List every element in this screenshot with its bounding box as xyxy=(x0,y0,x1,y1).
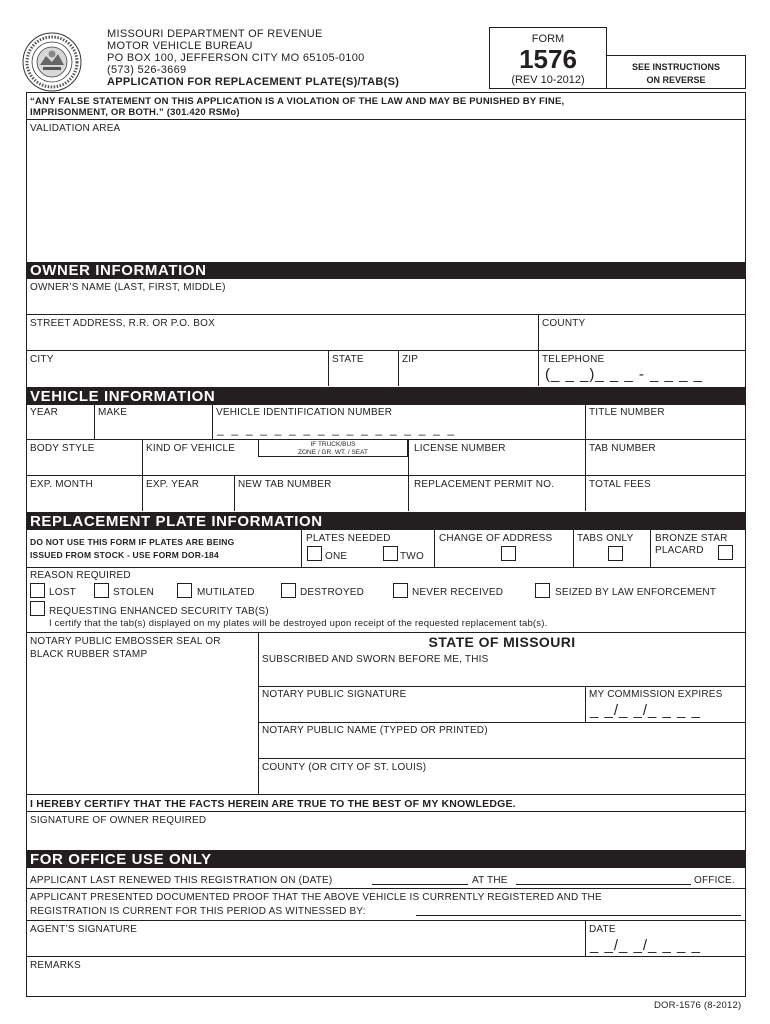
form-revision: (REV 10-2012) xyxy=(511,74,585,86)
documented-proof-line-1: APPLICANT PRESENTED DOCUMENTED PROOF THAT THE ABOVE VEHICLE IS CURRENTLY REGISTERED AND THE xyxy=(30,892,602,903)
lost-label: LOST xyxy=(49,587,76,598)
state-label: STATE xyxy=(332,354,364,365)
subscribed-date-field[interactable] xyxy=(259,666,745,686)
county-field[interactable] xyxy=(539,330,745,350)
city-field[interactable] xyxy=(27,366,327,386)
kind-of-vehicle-label: KIND OF VEHICLE xyxy=(146,443,236,454)
notary-stamp-label: BLACK RUBBER STAMP xyxy=(30,649,148,660)
destroyed-checkbox[interactable] xyxy=(281,583,296,598)
commission-expires-label: MY COMMISSION EXPIRES xyxy=(589,689,723,700)
county-label: COUNTY xyxy=(542,318,586,329)
never-received-label: NEVER RECEIVED xyxy=(412,587,504,598)
agent-signature-field[interactable] xyxy=(27,936,584,956)
mutilated-label: MUTILATED xyxy=(197,587,255,598)
zone-weight-seat-label: ZONE / GR. WT. / SEAT xyxy=(298,449,368,456)
vin-label: VEHICLE IDENTIFICATION NUMBER xyxy=(216,407,393,418)
agent-signature-label: AGENT’S SIGNATURE xyxy=(30,924,138,935)
state-field[interactable] xyxy=(329,366,397,386)
truck-bus-box xyxy=(258,439,408,457)
exp-month-field[interactable] xyxy=(27,491,141,511)
agency-address: PO BOX 100, JEFFERSON CITY MO 65105-0100 xyxy=(107,52,365,64)
notary-county-field[interactable] xyxy=(259,774,745,794)
certification-statement: I HEREBY CERTIFY THAT THE FACTS HEREIN ARE TRUE TO THE BEST OF MY KNOWLEDGE. xyxy=(30,798,516,810)
owner-information-heading: OWNER INFORMATION xyxy=(26,262,746,279)
instructions-line-2: ON REVERSE xyxy=(646,75,706,85)
owner-name-field[interactable] xyxy=(27,294,745,314)
notary-signature-field[interactable] xyxy=(259,701,584,722)
security-tabs-label: REQUESTING ENHANCED SECURITY TAB(S) xyxy=(49,606,269,617)
vehicle-information-heading: VEHICLE INFORMATION xyxy=(26,387,746,405)
street-address-field[interactable] xyxy=(27,330,537,350)
street-address-label: STREET ADDRESS, R.R. OR P.O. BOX xyxy=(30,318,215,329)
agency-name: MISSOURI DEPARTMENT OF REVENUE xyxy=(107,28,323,40)
placard-label: PLACARD xyxy=(655,545,704,556)
at-the-label: AT THE xyxy=(472,875,508,886)
zip-field[interactable] xyxy=(399,366,537,386)
kind-of-vehicle-field[interactable] xyxy=(143,455,257,475)
title-number-field[interactable] xyxy=(586,419,745,439)
renewal-office-field[interactable] xyxy=(516,884,691,885)
telephone-label: TELEPHONE xyxy=(542,354,605,365)
tabs-only-label: TABS ONLY xyxy=(577,533,634,544)
bureau-name: MOTOR VEHICLE BUREAU xyxy=(107,40,253,52)
plates-two-checkbox[interactable] xyxy=(383,546,398,561)
change-of-address-checkbox[interactable] xyxy=(501,546,516,561)
last-renewed-label: APPLICANT LAST RENEWED THIS REGISTRATION ON (DATE) xyxy=(30,875,333,886)
instructions-line-1: SEE INSTRUCTIONS xyxy=(631,62,720,72)
tab-number-label: TAB NUMBER xyxy=(589,443,656,454)
year-field[interactable] xyxy=(27,419,93,439)
city-label: CITY xyxy=(30,354,54,365)
total-fees-label: TOTAL FEES xyxy=(589,479,651,490)
seized-label: SEIZED BY LAW ENFORCEMENT xyxy=(555,587,717,598)
change-of-address-label: CHANGE OF ADDRESS xyxy=(439,533,553,544)
plates-two-label: TWO xyxy=(400,551,424,562)
truck-bus-label: IF TRUCK/BUS xyxy=(310,441,356,448)
documented-proof-line-2: REGISTRATION IS CURRENT FOR THIS PERIOD AS WITNESSED BY: xyxy=(30,906,366,917)
lost-checkbox[interactable] xyxy=(30,583,45,598)
office-label: OFFICE. xyxy=(694,875,735,886)
plates-needed-label: PLATES NEEDED xyxy=(306,533,391,544)
form-number-box xyxy=(489,27,607,89)
body-style-field[interactable] xyxy=(27,455,141,475)
missouri-state-seal-icon xyxy=(22,32,82,92)
notary-seal-label: NOTARY PUBLIC EMBOSSER SEAL OR xyxy=(30,636,221,647)
stolen-checkbox[interactable] xyxy=(94,583,109,598)
reason-required-label: REASON REQUIRED xyxy=(30,570,131,581)
stolen-label: STOLEN xyxy=(113,587,155,598)
stock-notice-line-1: DO NOT USE THIS FORM IF PLATES ARE BEING xyxy=(30,537,235,547)
bronze-star-label: BRONZE STAR xyxy=(655,533,728,544)
total-fees-field[interactable] xyxy=(586,491,745,511)
form-footer-id: DOR-1576 (8-2012) xyxy=(654,1000,742,1011)
form-label: FORM xyxy=(531,33,565,45)
bronze-star-placard-checkbox[interactable] xyxy=(718,545,733,560)
replacement-permit-field[interactable] xyxy=(409,491,584,511)
never-received-checkbox[interactable] xyxy=(393,583,408,598)
destroyed-label: DESTROYED xyxy=(300,587,365,598)
remarks-label: REMARKS xyxy=(30,960,81,971)
replacement-plate-heading: REPLACEMENT PLATE INFORMATION xyxy=(26,512,746,530)
office-use-heading: FOR OFFICE USE ONLY xyxy=(26,850,746,868)
vin-field[interactable]: _ _ _ _ _ _ _ _ _ _ _ _ _ _ _ _ _ xyxy=(217,422,457,436)
new-tab-number-field[interactable] xyxy=(235,491,407,511)
make-label: MAKE xyxy=(98,407,128,418)
replacement-permit-label: REPLACEMENT PERMIT NO. xyxy=(414,479,555,490)
remarks-field[interactable] xyxy=(27,972,745,996)
commission-expires-field[interactable]: _ _/_ _/_ _ _ _ xyxy=(590,702,701,719)
owner-signature-label: SIGNATURE OF OWNER REQUIRED xyxy=(30,815,207,826)
notary-signature-label: NOTARY PUBLIC SIGNATURE xyxy=(262,689,407,700)
mutilated-checkbox[interactable] xyxy=(177,583,192,598)
destroy-tabs-certification: I certify that the tab(s) displayed on my plates will be destroyed upon receipt of the requested replacement tab(s). xyxy=(49,618,548,629)
license-number-label: LICENSE NUMBER xyxy=(414,443,506,454)
notary-name-label: NOTARY PUBLIC NAME (TYPED OR PRINTED) xyxy=(262,725,488,736)
agent-date-label: DATE xyxy=(589,924,616,935)
new-tab-number-label: NEW TAB NUMBER xyxy=(238,479,332,490)
false-statement-warning: “ANY FALSE STATEMENT ON THIS APPLICATION IS A VIOLATION OF THE LAW AND MAY BE PUNISHED BY FINE, xyxy=(30,96,565,107)
plates-one-checkbox[interactable] xyxy=(307,546,322,561)
zip-label: ZIP xyxy=(402,354,419,365)
form-title: APPLICATION FOR REPLACEMENT PLATE(S)/TAB(S) xyxy=(107,76,400,88)
exp-month-label: EXP. MONTH xyxy=(30,479,93,490)
notary-name-field[interactable] xyxy=(259,737,745,758)
exp-year-field[interactable] xyxy=(143,491,233,511)
notary-county-label: COUNTY (OR CITY OF ST. LOUIS) xyxy=(262,762,427,773)
witnessed-by-field[interactable] xyxy=(416,915,741,916)
plates-one-label: ONE xyxy=(325,551,348,562)
telephone-field[interactable]: (_ _ _)_ _ _ - _ _ _ _ xyxy=(545,366,703,383)
security-tabs-checkbox[interactable] xyxy=(30,601,45,616)
stock-notice-line-2: ISSUED FROM STOCK - USE FORM DOR-184 xyxy=(30,550,219,560)
tab-number-field[interactable] xyxy=(586,455,745,475)
year-label: YEAR xyxy=(30,407,59,418)
form-number: 1576 xyxy=(519,44,577,74)
subscribed-sworn-label: SUBSCRIBED AND SWORN BEFORE ME, THIS xyxy=(262,654,489,665)
license-number-field[interactable] xyxy=(409,455,584,475)
seized-checkbox[interactable] xyxy=(535,583,550,598)
false-statement-warning-2: IMPRISONMENT, OR BOTH.” (301.420 RSMo) xyxy=(30,107,240,118)
agency-phone: (573) 526-3669 xyxy=(107,64,187,76)
instructions-box xyxy=(607,55,746,89)
agent-date-field[interactable]: _ _/_ _/_ _ _ _ xyxy=(590,937,701,954)
owner-name-label: OWNER’S NAME (LAST, FIRST, MIDDLE) xyxy=(30,282,226,293)
owner-signature-field[interactable] xyxy=(27,827,745,849)
title-number-label: TITLE NUMBER xyxy=(589,407,665,418)
validation-area-label: VALIDATION AREA xyxy=(30,123,121,134)
last-renewed-date-field[interactable] xyxy=(372,884,468,885)
exp-year-label: EXP. YEAR xyxy=(146,479,200,490)
make-field[interactable] xyxy=(95,419,211,439)
state-of-missouri-heading: STATE OF MISSOURI xyxy=(428,634,576,650)
tabs-only-checkbox[interactable] xyxy=(608,546,623,561)
body-style-label: BODY STYLE xyxy=(30,443,95,454)
